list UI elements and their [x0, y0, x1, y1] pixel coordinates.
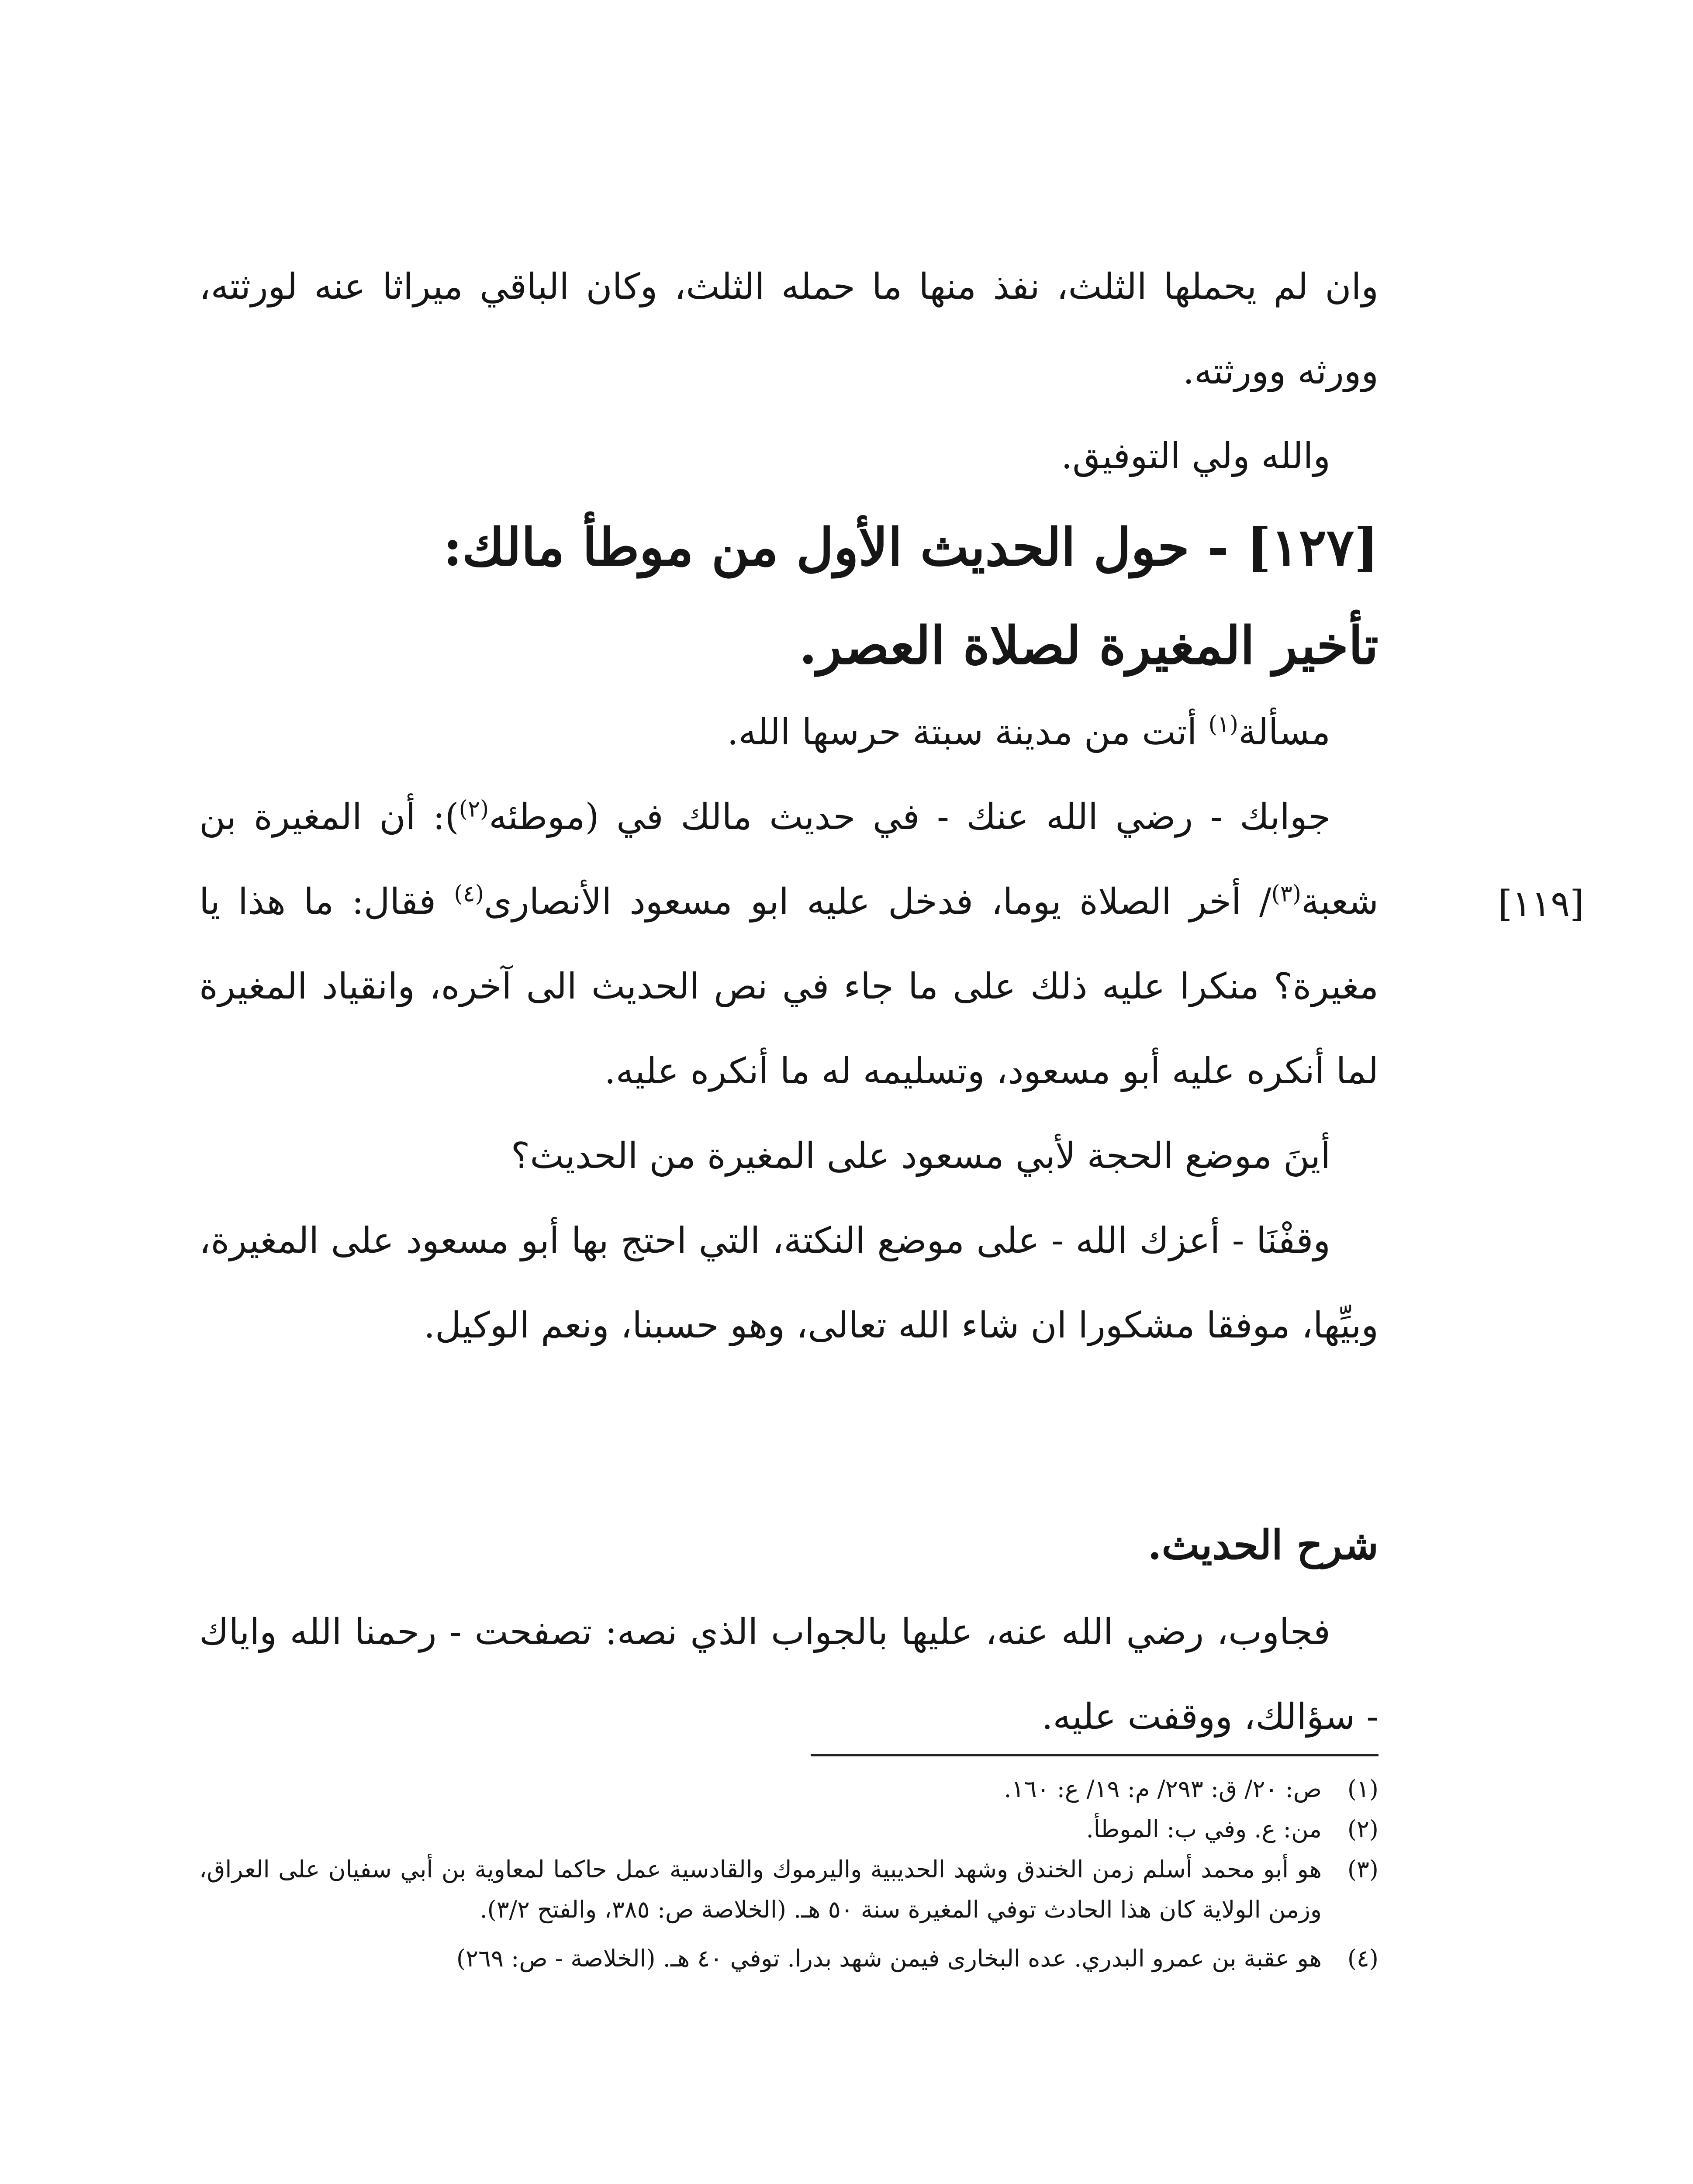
answer-part-1: جوابك - رضي الله عنك - في حديث مالك في (موطئه [489, 796, 1331, 838]
reply-paragraph [199, 1590, 1379, 1759]
footnotes [199, 1769, 1379, 1979]
reply-text: فجاوب، رضي الله عنه، عليها بالجواب الذي نصه: تصفحت - رحمنا الله واياك - سؤالك، ووقفت عليه. [199, 1611, 1379, 1738]
footnote-text: هو أبو محمد أسلم زمن الخندق وشهد الحديبية واليرموك والقادسية عمل حاكما لمعاوية بن أبي سفيان على العراق، وزمن الولاية كان هذا الحادث توفي المغيرة سنة ٥٠ هـ. (الخلاصة ص: ٣٨٥، والفتح ٣/٢). [199, 1856, 1322, 1923]
heading-line-1: [١٢٧] - حول الحديث الأول من موطأ مالك: [443, 517, 1379, 577]
answer-paragraph [199, 775, 1379, 1114]
footnote-text: هو عقبة بن عمرو البدري. عده البخارى فيمن شهد بدرا. توفي ٤٠ هـ. (الخلاصة - ص: ٢٦٩) [456, 1945, 1322, 1972]
answer-part-3: / أخر الصلاة يوما، فدخل عليه ابو مسعود الأنصارى [484, 881, 1271, 923]
footnote-number: (٤) [1347, 1945, 1379, 1972]
question-label: مسألة [1238, 712, 1330, 753]
footnote-2 [199, 1809, 1379, 1849]
footnote-text: من: ع. وفي ب: الموطأ. [1086, 1815, 1322, 1843]
query-line: أينَ موضع الحجة لأبي مسعود على المغيرة من الحديث؟ [511, 1135, 1330, 1177]
section-heading [155, 498, 1379, 695]
footnote-3 [199, 1849, 1379, 1930]
footnote-number: (٣) [1347, 1856, 1379, 1883]
footnote-ref-4[interactable]: (٤) [454, 881, 484, 907]
intro-text: وان لم يحملها الثلث، نفذ منها ما حمله الثلث، وكان الباقي ميراثا عنه لورثته، وورثه وورثته. [199, 266, 1379, 392]
answer-part-4: فقال: ما هذا يا مغيرة؟ منكرا عليه ذلك على ما جاء في نص الحديث الى آخره، وانقياد المغيرة لما أنكره عليه أبو مسعود، وتسليمه له ما أنكره عليه. [199, 881, 1379, 1092]
footnote-number: (٢) [1347, 1815, 1379, 1843]
closing-formula: والله ولي التوفيق. [1061, 435, 1330, 477]
footnote-ref-1[interactable]: (١) [1208, 711, 1238, 738]
commentary-heading: شرح الحديث. [1147, 1521, 1379, 1569]
footnote-ref-3[interactable]: (٣) [1271, 881, 1301, 907]
footnote-4 [199, 1939, 1379, 1979]
footnote-number: (١) [1347, 1775, 1379, 1803]
footnote-text: ص: ٢٠/ ق: ٢٩٣/ م: ١٩/ ع: ١٦٠. [1004, 1775, 1322, 1803]
request-paragraph: وقفْنَا - أعزك الله - على موضع النكتة، التي احتج بها أبو مسعود على المغيرة، وبيِّها، موفقا مشكورا ان شاء الله تعالى، وهو حسبنا، ونعم الوكيل. [199, 1220, 1379, 1346]
question-block [199, 690, 1379, 1368]
footnote-separator [811, 1754, 1379, 1756]
question-rest: أتت من مدينة سبتة حرسها الله. [727, 712, 1209, 753]
footnote-1 [199, 1769, 1379, 1809]
intro-paragraph [199, 245, 1379, 499]
margin-reference-number: [١١٩] [1498, 883, 1584, 925]
heading-line-2: تأخير المغيرة لصلاة العصر. [799, 615, 1379, 676]
question-line [199, 690, 1379, 775]
footnote-ref-2[interactable]: (٢) [459, 796, 489, 822]
answer-part-2: ): أن المغيرة بن شعبة [199, 796, 1379, 923]
